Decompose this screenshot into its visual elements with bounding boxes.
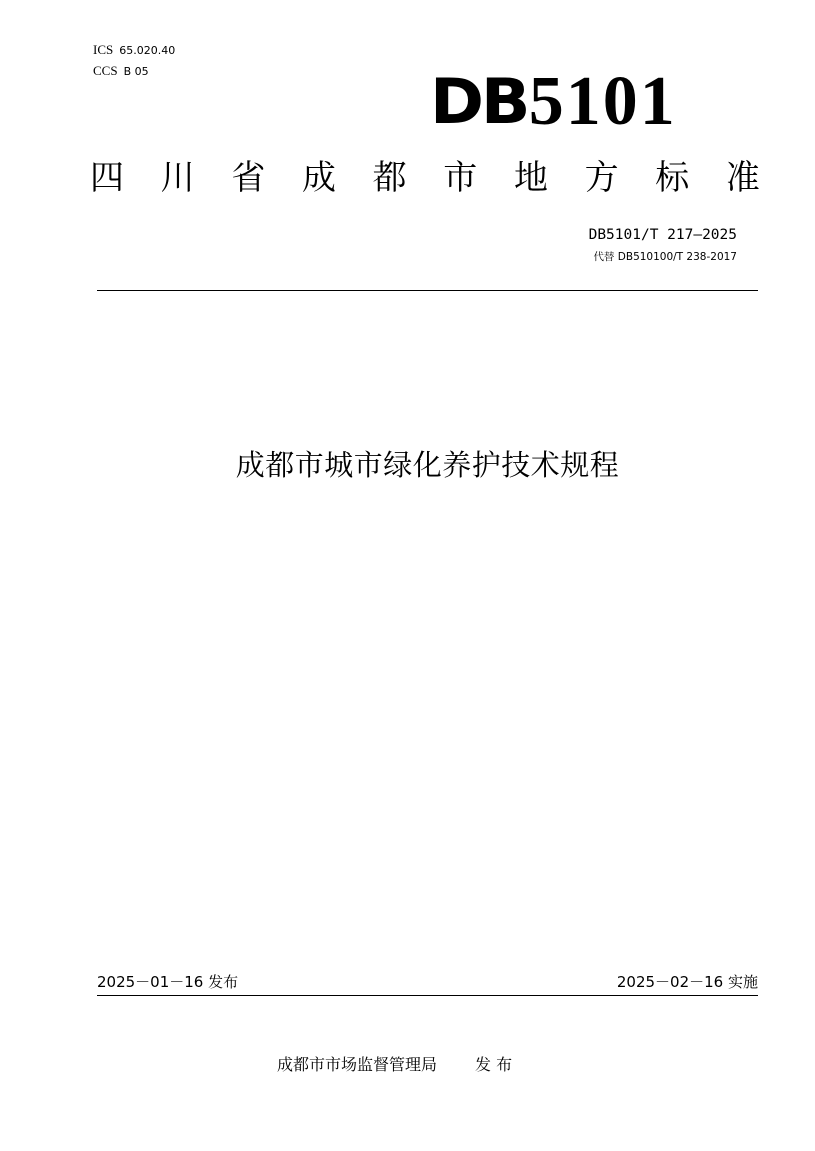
standard-type-heading	[90, 156, 760, 200]
standard-type-char: 省	[231, 158, 266, 198]
issue-date: 2025－01－16 发布	[97, 973, 239, 991]
ics-line	[93, 40, 175, 61]
document-title: 成都市城市绿化养护技术规程	[235, 448, 620, 482]
standard-type-char: 方	[584, 158, 619, 198]
ics-label: ICS	[93, 42, 114, 57]
standard-number: DB5101/T 217—2025	[588, 227, 737, 243]
standard-type-char: 准	[725, 158, 760, 198]
standard-type-char: 成	[301, 158, 336, 198]
ccs-line	[93, 61, 175, 82]
footer-divider	[97, 995, 758, 996]
db-code-number: 5101	[528, 63, 677, 140]
issuer-action: 发 布	[475, 1055, 513, 1074]
classification-codes	[93, 40, 175, 82]
standard-type-char: 川	[160, 158, 195, 198]
ics-value: 65.020.40	[119, 44, 176, 57]
implementation-date: 2025－02－16 实施	[616, 973, 758, 991]
db-code-logo	[430, 62, 692, 142]
standard-type-char: 标	[655, 158, 690, 198]
standard-type-char: 四	[90, 158, 124, 198]
replaces-note: 代替 DB510100/T 238-2017	[593, 251, 737, 263]
ccs-value: B 05	[123, 65, 149, 78]
header-divider	[97, 290, 758, 291]
issuer-name: 成都市市场监督管理局	[277, 1055, 438, 1074]
ccs-label: CCS	[93, 63, 118, 78]
standard-type-char: 地	[513, 158, 548, 198]
standard-type-char: 都	[372, 158, 407, 198]
standard-type-char: 市	[443, 158, 478, 198]
db-code-letters: DB	[430, 65, 528, 138]
issuer-line	[277, 1054, 512, 1076]
